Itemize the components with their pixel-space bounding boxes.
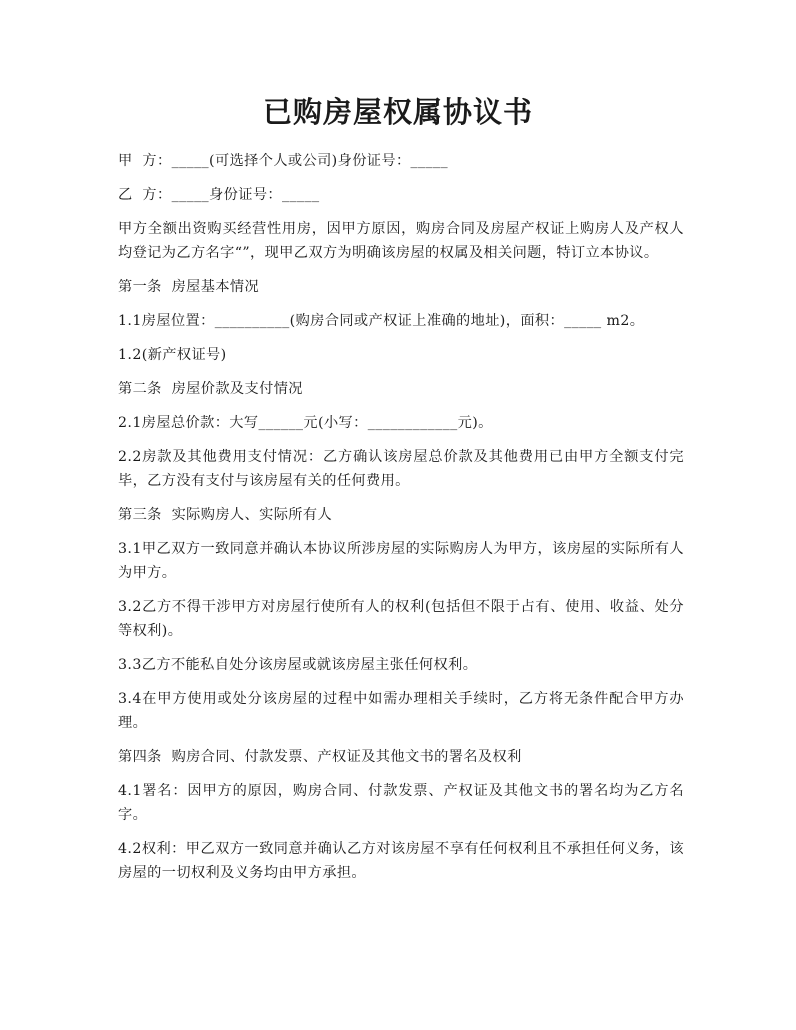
clause-4-2: 4.2权利：甲乙双方一致同意并确认乙方对该房屋不享有任何权利且不承担任何义务，该房屋的一切权利及义务均由甲方承担。: [118, 841, 684, 881]
clause-3-3: 3.3乙方不能私自处分该房屋或就该房屋主张任何权利。: [118, 657, 478, 673]
clause-3-1: 3.1甲乙双方一致同意并确认本协议所涉房屋的实际购房人为甲方，该房屋的实际所有人为甲方。: [118, 541, 684, 581]
party-b-line: 乙 方：_____身份证号：_____: [118, 187, 320, 203]
document-body: [118, 149, 684, 895]
party-a-line: 甲 方：_____(可选择个人或公司)身份证号：_____: [118, 153, 449, 169]
article-1-heading: 第一条 房屋基本情况: [118, 279, 260, 295]
clause-3-2: 3.2乙方不得干涉甲方对房屋行使所有人的权利(包括但不限于占有、使用、收益、处分等权利)。: [118, 599, 684, 639]
document-title: 已购房屋权属协议书: [262, 95, 533, 129]
preamble-paragraph: 甲方全额出资购买经营性用房，因甲方原因，购房合同及房屋产权证上购房人及产权人均登记为乙方名字“”，现甲乙双方为明确该房屋的权属及相关问题，特订立本协议。: [118, 221, 684, 261]
clause-1-1: 1.1房屋位置：__________(购房合同或产权证上准确的地址)，面积：_____ m2。: [118, 313, 645, 329]
article-3-heading: 第三条 实际购房人、实际所有人: [118, 507, 333, 523]
clause-2-1: 2.1房屋总价款：大写______元(小写：____________元)。: [118, 415, 493, 431]
clause-3-4: 3.4在甲方使用或处分该房屋的过程中如需办理相关手续时，乙方将无条件配合甲方办理。: [118, 691, 684, 731]
clause-4-1: 4.1署名：因甲方的原因，购房合同、付款发票、产权证及其他文书的署名均为乙方名字。: [118, 783, 684, 823]
clause-2-2: 2.2房款及其他费用支付情况：乙方确认该房屋总价款及其他费用已由甲方全额支付完毕，乙方没有支付与该房屋有关的任何费用。: [118, 449, 684, 489]
article-4-heading: 第四条 购房合同、付款发票、产权证及其他文书的署名及权利: [118, 749, 522, 765]
article-2-heading: 第二条 房屋价款及支付情况: [118, 381, 303, 397]
clause-1-2: 1.2(新产权证号): [118, 347, 227, 363]
